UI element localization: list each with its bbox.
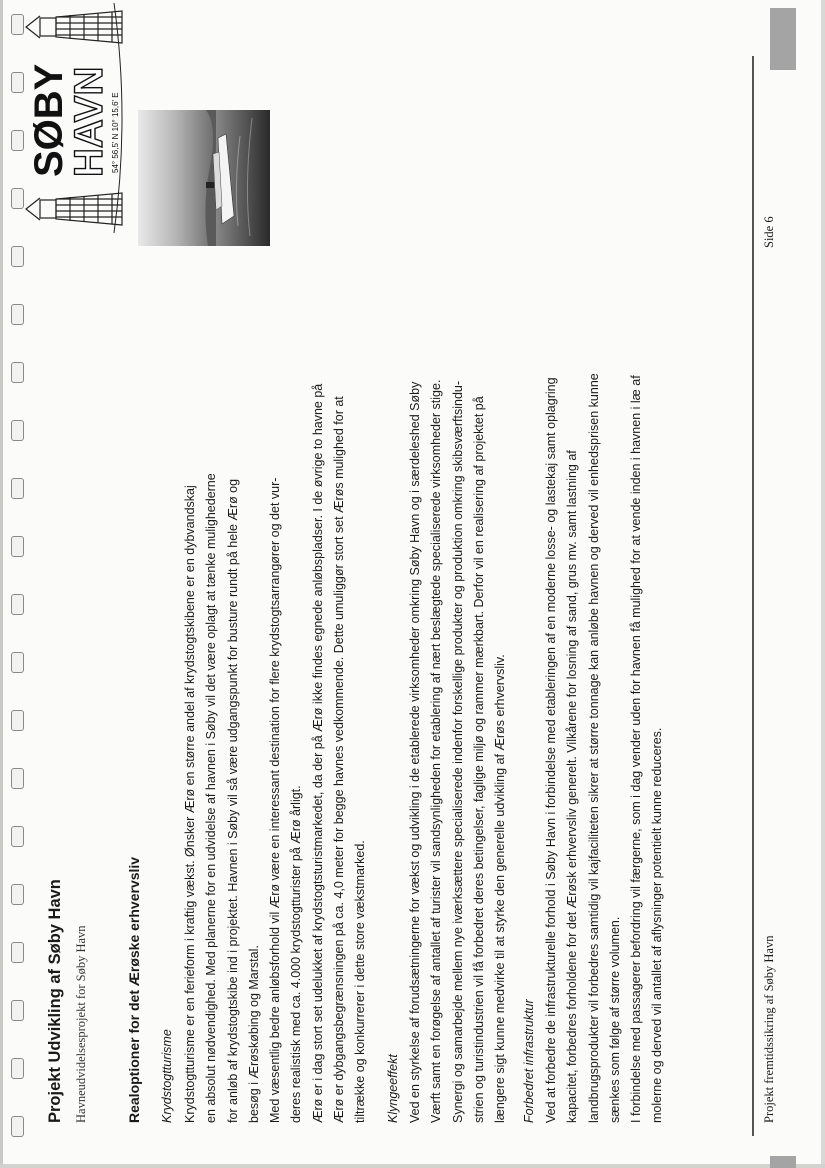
page-title: Projekt Udvikling af Søby Havn [46, 879, 64, 1123]
text-line: besøg i Ærøskøbing og Marstal. [246, 945, 261, 1123]
paragraph-forbedret-infrastruktur [541, 373, 669, 1123]
footer-bar-right [770, 8, 796, 70]
soby-havn-logo [4, 3, 132, 233]
logo-coordinates: 54° 56,5' N 10° 15,6' E [111, 92, 120, 173]
paragraph-klyngeeffekt [405, 380, 511, 1123]
subheading-krydstogtturisme: Krydstogtturisme [160, 1029, 174, 1123]
text-line: kapacitet, forbedres forholdene for det Ærøsk erhvervsliv generelt. Vilkårene for losning af sand, grus mv. samt lastning af [565, 450, 580, 1123]
footer-rule [752, 56, 754, 1136]
text-line: landbrugsprodukter vil forbedres samtidig vil kajfaciliteten sikrer at større tonnage kan anløbe havnen og derved vil enhedsprisen kunne [586, 373, 601, 1123]
text-line: Ved en styrkelse af forudsætningerne for vækst og udvikling i de etablerede virksomheder omkring Søby Havn og i særdeleshed Søby [408, 381, 422, 1123]
text-line: længere sigt kunne medvirke til at styrke den generelle udvikling af Ærøs erhvervsliv. [493, 654, 508, 1123]
paragraph-krydstogtturisme [180, 384, 372, 1123]
footer-project-name: Projekt fremtidssikring af Søby Havn [762, 935, 776, 1123]
text-line: Krydstogtturisme er en ferieform i kraftig vækst. Ønsker Ærø en større andel af krydstogtskibene er en dybvandskaj [183, 485, 197, 1123]
footer-page-number: Side 6 [762, 216, 776, 248]
text-line: molerne og derved vil antallet af aflysninger potentielt kunne reduceres. [650, 727, 665, 1123]
text-line: en absolut nødvendighed. Med planerne for en udvidelse af havnen i Søby vil det være oplagt at tænke mulighederne [204, 473, 219, 1123]
subheading-klyngeeffekt: Klyngeeffekt [386, 1054, 400, 1123]
page-subtitle: Havneudvidelsesprojekt for Søby Havn [74, 925, 88, 1123]
text-line: deres realistisk med ca. 4.000 krydstogtturister på Ærø årligt. [289, 785, 304, 1123]
text-line: Ærø er i dag stort set udelukket af krydstogtsturistmarkedet, da der på Ærø ikke findes egnede anløbspladser. I de øvrige to havne på [310, 383, 325, 1123]
text-line: for anløb af krydstogtskibe ind i projektet. Havnen i Søby vil så være udgangspunkt for busture rundt på hele Ærø og [225, 478, 240, 1123]
text-line: Værft samt en forøgelse af antallet af turister vil sandsynligheden for etablering af nært beslægtede specialiserede virksomheder stige. [429, 379, 444, 1123]
text-line: strien og turistindustrien vil få forbedret deres betingelser, faglige miljø og rammer mærkbart. Derfor vil en realisering af projektet på [471, 396, 486, 1123]
text-line: tiltrække og konkurrerer i dette store vækstmarked. [353, 840, 368, 1123]
footer-bar-left [770, 1156, 796, 1168]
text-line: Synergi og samarbejde mellem nye iværksættere specialiserede indenfor forskellige produkter og produktion omkring skibsværftsindu- [450, 380, 465, 1123]
text-line: Ærø er dybgangsbegrænsningen på ca. 4,0 meter for begge havnes vedkommende. Dette umuliggør stort set Ærøs mulighed for at [332, 396, 347, 1123]
section-heading: Realoptioner for det Ærøske erhvervsliv [126, 856, 142, 1123]
text-line: I forbindelse med passagerer befordring vil færgerne, som i dag vender uden for havnen få mulighed for at vende inden i havnen i læ af [629, 375, 644, 1123]
logo-word-soby: SØBY [27, 63, 71, 177]
subheading-forbedret-infrastruktur: Forbedret infrastruktur [522, 999, 536, 1123]
text-line: Ved at forbedre de infrastrukturelle forhold i Søby Havn i forbindelse med etableringen af en moderne losse- og lastekaj samt oplagring [544, 377, 558, 1123]
text-line: Med væsentlig bedre anløbsforhold vil Ærø være en interessant destination for flere krydstogtsarrangører og det vur- [268, 477, 283, 1123]
logo-word-havn: HAVN [67, 66, 111, 177]
text-line: sænkes som følge af større volumen. [607, 916, 622, 1123]
cruise-ship-photo [138, 110, 270, 246]
